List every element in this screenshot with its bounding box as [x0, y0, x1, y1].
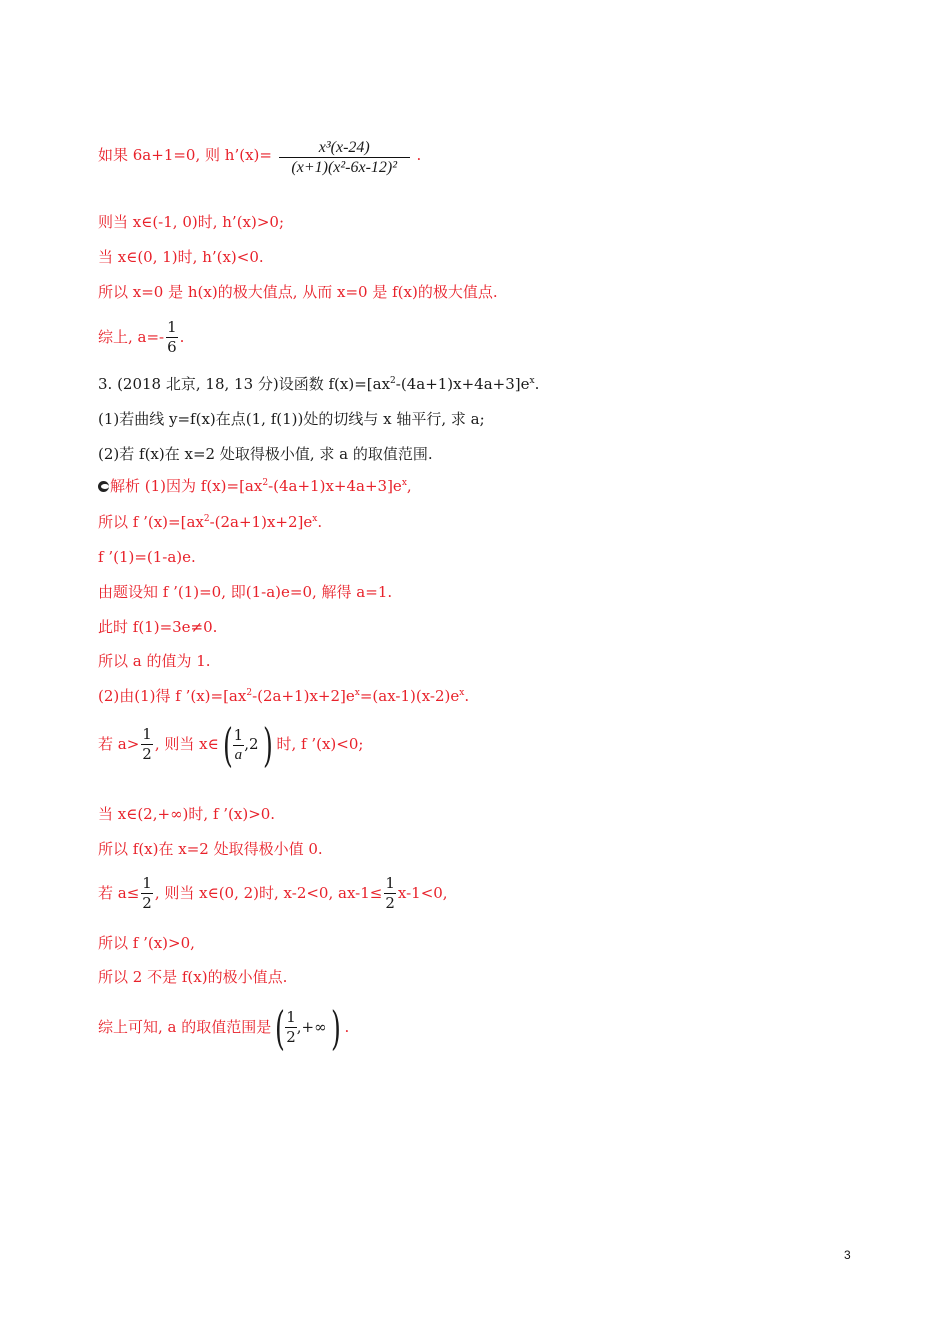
answer-text-end: ,: [406, 477, 412, 495]
question-3-text-end: .: [534, 375, 540, 393]
fraction-numerator: 1: [233, 726, 244, 744]
answer-text: 综上可知, a 的取值范围是: [98, 1018, 272, 1036]
answer-line-14: [98, 1001, 350, 1055]
fraction-numerator: 1: [167, 318, 177, 336]
question-3-heading: [98, 374, 539, 394]
superscript: 2: [390, 376, 396, 386]
answer-line-12: 所以 f ’(x)>0,: [98, 934, 195, 952]
line-interval-neg: 则当 x∈(-1, 0)时, h’(x)>0;: [98, 213, 285, 231]
fraction-numerator: 1: [385, 874, 395, 892]
question-3-text: 3. (2018 北京, 18, 13 分)设函数 f(x)=[ax: [98, 375, 391, 393]
fraction-one-half: [141, 725, 153, 764]
answer-text: 若 a>: [98, 735, 140, 753]
h-derivative-suffix: .: [416, 146, 422, 164]
answer-text-mid: -(2a+1)x+2]e: [252, 687, 355, 705]
answer-line-6: 所以 a 的值为 1.: [98, 652, 211, 670]
fraction-numerator: 1: [142, 874, 152, 892]
answer-text-end: .: [464, 687, 470, 705]
answer-text-mid: , 则当 x∈(0, 2)时, x-2<0, ax-1≤: [154, 884, 383, 902]
fraction-denominator: a: [234, 747, 243, 763]
answer-text: (2)由(1)得 f ’(x)=[ax: [98, 687, 247, 705]
fraction-numerator: 1: [286, 1008, 296, 1026]
answer-text-end: 时, f ’(x)<0;: [276, 735, 364, 753]
fraction-one-half: [141, 874, 153, 913]
fraction-denominator: 2: [385, 894, 395, 912]
answer-line-9: 当 x∈(2,+∞)时, f ’(x)>0.: [98, 805, 276, 823]
superscript: 2: [246, 688, 253, 698]
fraction-one-sixth: [166, 318, 178, 357]
question-3-part-2: (2)若 f(x)在 x=2 处取得极小值, 求 a 的取值范围.: [98, 445, 433, 463]
right-paren: ): [330, 1001, 341, 1055]
fraction-numerator: x³(x-24): [279, 138, 410, 158]
answer-line-13: 所以 2 不是 f(x)的极小值点.: [98, 968, 288, 986]
fraction-denominator: (x+1)(x²-6x-12)²: [291, 159, 398, 176]
conclusion-suffix: .: [179, 328, 185, 346]
answer-line-1: [98, 476, 412, 496]
interval-tail: ,+∞: [296, 1018, 327, 1036]
right-paren: ): [262, 718, 273, 772]
line-max-point: 所以 x=0 是 h(x)的极大值点, 从而 x=0 是 f(x)的极大值点.: [98, 283, 498, 301]
fraction-denominator: 2: [142, 894, 152, 912]
fraction-denominator: 2: [286, 1028, 296, 1046]
fraction-one-half: [285, 1008, 297, 1047]
answer-line-3: f ’(1)=(1-a)e.: [98, 548, 196, 566]
line-interval-pos: 当 x∈(0, 1)时, h’(x)<0.: [98, 248, 264, 266]
answer-text-end: .: [317, 513, 323, 531]
fraction-one-half-2: [384, 874, 396, 913]
superscript: 2: [262, 478, 269, 488]
answer-text-mid: -(4a+1)x+4a+3]e: [268, 477, 402, 495]
superscript: x: [312, 514, 318, 524]
answer-line-5: 此时 f(1)=3e≠0.: [98, 618, 218, 636]
interval-tail: ,2: [244, 735, 259, 753]
answer-text: 所以 f ’(x)=[ax: [98, 513, 204, 531]
superscript: x: [459, 688, 465, 698]
superscript: x: [401, 478, 407, 488]
answer-text-mid2: =(ax-1)(x-2)e: [359, 687, 460, 705]
superscript: 2: [203, 514, 210, 524]
answer-line-10: 所以 f(x)在 x=2 处取得极小值 0.: [98, 840, 323, 858]
superscript: x: [529, 376, 535, 386]
answer-text: 若 a≤: [98, 884, 140, 902]
h-derivative-fraction: [279, 138, 410, 177]
answer-line-2: [98, 512, 322, 532]
analysis-marker-icon: [98, 481, 109, 492]
page-number: 3: [844, 1248, 851, 1262]
question-3-text-mid: -(4a+1)x+4a+3]e: [395, 375, 530, 393]
h-derivative-prefix: 如果 6a+1=0, 则 h’(x)=: [98, 146, 272, 164]
answer-line-8: [98, 718, 364, 772]
line-h-derivative: [98, 138, 421, 177]
answer-line-11: [98, 874, 448, 913]
fraction-one-over-a: [233, 726, 245, 765]
left-paren: (: [222, 718, 233, 772]
fraction-denominator: 6: [167, 338, 177, 356]
answer-text: (1)因为 f(x)=[ax: [140, 477, 263, 495]
answer-line-7: [98, 686, 469, 706]
line-conclusion-a: [98, 318, 184, 357]
answer-text-end: .: [344, 1018, 350, 1036]
answer-text-mid: , 则当 x∈: [154, 735, 219, 753]
question-3-part-1: (1)若曲线 y=f(x)在点(1, f(1))处的切线与 x 轴平行, 求 a;: [98, 410, 485, 428]
analysis-label: 解析: [110, 477, 141, 495]
answer-text-mid: -(2a+1)x+2]e: [209, 513, 313, 531]
answer-line-4: 由题设知 f ’(1)=0, 即(1-a)e=0, 解得 a=1.: [98, 583, 393, 601]
superscript: x: [354, 688, 360, 698]
left-paren: (: [275, 1001, 286, 1055]
conclusion-prefix: 综上, a=-: [98, 328, 165, 346]
answer-text-end: x-1<0,: [397, 884, 448, 902]
fraction-numerator: 1: [142, 725, 152, 743]
fraction-denominator: 2: [142, 745, 152, 763]
